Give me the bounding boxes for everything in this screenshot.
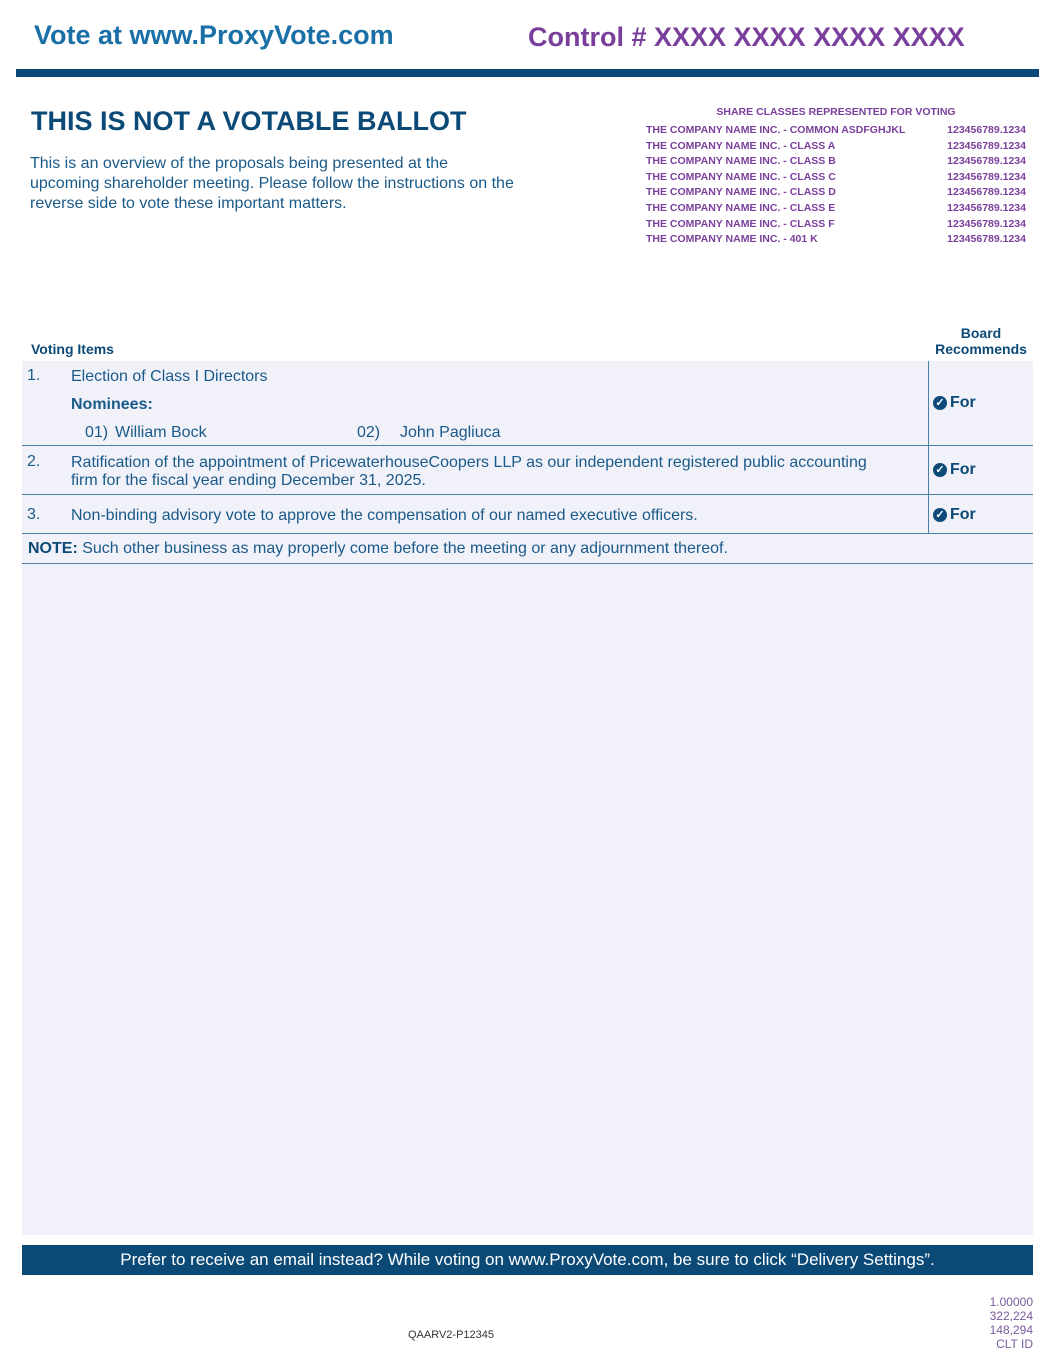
share-class-row: [646, 123, 1026, 139]
control-number: Control # XXXX XXXX XXXX XXXX: [528, 22, 965, 52]
check-circle-icon: ✓: [933, 396, 947, 410]
recommendation-text: For: [950, 394, 976, 411]
share-class-value: 123456789.1234: [947, 155, 1026, 168]
board-label-line1: Board: [960, 325, 1002, 341]
recommendation-text: For: [950, 461, 976, 478]
note-label: NOTE:: [28, 540, 78, 557]
note-body: Such other business as may properly come before the meeting or any adjournment thereof.: [77, 540, 728, 557]
share-class-name: THE COMPANY NAME INC. - 401 K: [646, 233, 818, 246]
recommendation: [933, 394, 976, 412]
share-class-name: THE COMPANY NAME INC. - CLASS B: [646, 155, 836, 168]
nominee-name: John Pagliuca: [400, 424, 501, 441]
share-class-value: 123456789.1234: [947, 201, 1026, 214]
item-text-line2: firm for the fiscal year ending December 31, 2025.: [71, 472, 426, 489]
recommendation: [933, 506, 976, 524]
nominee-name: William Bock: [115, 424, 207, 441]
email-delivery-banner: Prefer to receive an email instead? While voting on www.ProxyVote.com, be sure to click “Delivery Settings”.: [22, 1245, 1033, 1275]
nominee-number: 02): [357, 424, 381, 441]
voting-items-label: Voting Items: [31, 341, 114, 357]
share-class-row: [646, 201, 1026, 217]
board-recommends-label: [926, 325, 1036, 357]
reference-code: 148,294: [989, 1323, 1033, 1337]
board-recommendation-cell: [928, 446, 1034, 494]
item-text-line1: Ratification of the appointment of PricewaterhouseCoopers LLP as our independent registered public accounting: [71, 454, 867, 471]
share-class-row: [646, 139, 1026, 155]
item-number: 3.: [27, 506, 41, 523]
item-number: 1.: [27, 367, 41, 384]
page-title: THIS IS NOT A VOTABLE BALLOT: [31, 106, 467, 136]
note-text: [28, 540, 728, 558]
voting-items-panel: [22, 361, 1033, 1235]
board-label-line2: Recommends: [935, 341, 1027, 357]
share-class-value: 123456789.1234: [947, 170, 1026, 183]
share-class-name: THE COMPANY NAME INC. - COMMON ASDFGHJKL: [646, 124, 906, 136]
share-class-value: 123456789.1234: [947, 186, 1026, 199]
share-class-row: [646, 217, 1026, 233]
recommendation: [933, 461, 976, 479]
share-class-row: [646, 185, 1026, 201]
share-classes-heading: SHARE CLASSES REPRESENTED FOR VOTING: [716, 106, 956, 118]
share-class-name: THE COMPANY NAME INC. - CLASS F: [646, 217, 835, 230]
share-class-value: 123456789.1234: [947, 124, 1026, 136]
share-class-row: [646, 170, 1026, 186]
recommendation-text: For: [950, 506, 976, 523]
nominee-number: 01): [85, 424, 109, 441]
voting-item-2: [22, 446, 1033, 495]
share-class-row: [646, 154, 1026, 170]
share-class-name: THE COMPANY NAME INC. - CLASS A: [646, 139, 836, 152]
board-recommendation-cell: [928, 361, 1034, 445]
check-circle-icon: ✓: [933, 508, 947, 522]
share-class-name: THE COMPANY NAME INC. - CLASS E: [646, 201, 836, 214]
item-number: 2.: [27, 453, 41, 470]
reference-code: 1.00000: [989, 1295, 1033, 1309]
vote-url-heading: Vote at www.ProxyVote.com: [34, 20, 394, 50]
reference-code: CLT ID: [996, 1337, 1033, 1351]
intro-text: This is an overview of the proposals being presented at the upcoming shareholder meeting. Please follow the instructions on the reverse side to vote these important matters.: [30, 155, 514, 212]
reference-code: 322,224: [989, 1309, 1033, 1323]
share-class-value: 123456789.1234: [947, 139, 1026, 152]
share-class-value: 123456789.1234: [947, 217, 1026, 230]
share-class-row: [646, 232, 1026, 248]
item-text: Election of Class I Directors: [71, 368, 268, 385]
job-code: QAARV2-P12345: [408, 1329, 495, 1341]
item-text: Non-binding advisory vote to approve the compensation of our named executive officers.: [71, 507, 698, 524]
share-class-name: THE COMPANY NAME INC. - CLASS C: [646, 170, 836, 183]
nominees-label: Nominees:: [71, 396, 153, 413]
header-divider: [16, 69, 1039, 77]
note-row: [22, 534, 1033, 564]
reference-codes: [990, 1295, 1033, 1351]
check-circle-icon: ✓: [933, 463, 947, 477]
share-class-name: THE COMPANY NAME INC. - CLASS D: [646, 186, 836, 199]
voting-item-1: [22, 361, 1033, 446]
share-class-value: 123456789.1234: [947, 233, 1026, 246]
voting-item-3: [22, 495, 1033, 534]
share-classes-panel: [646, 106, 1026, 248]
board-recommendation-cell: [928, 495, 1034, 533]
